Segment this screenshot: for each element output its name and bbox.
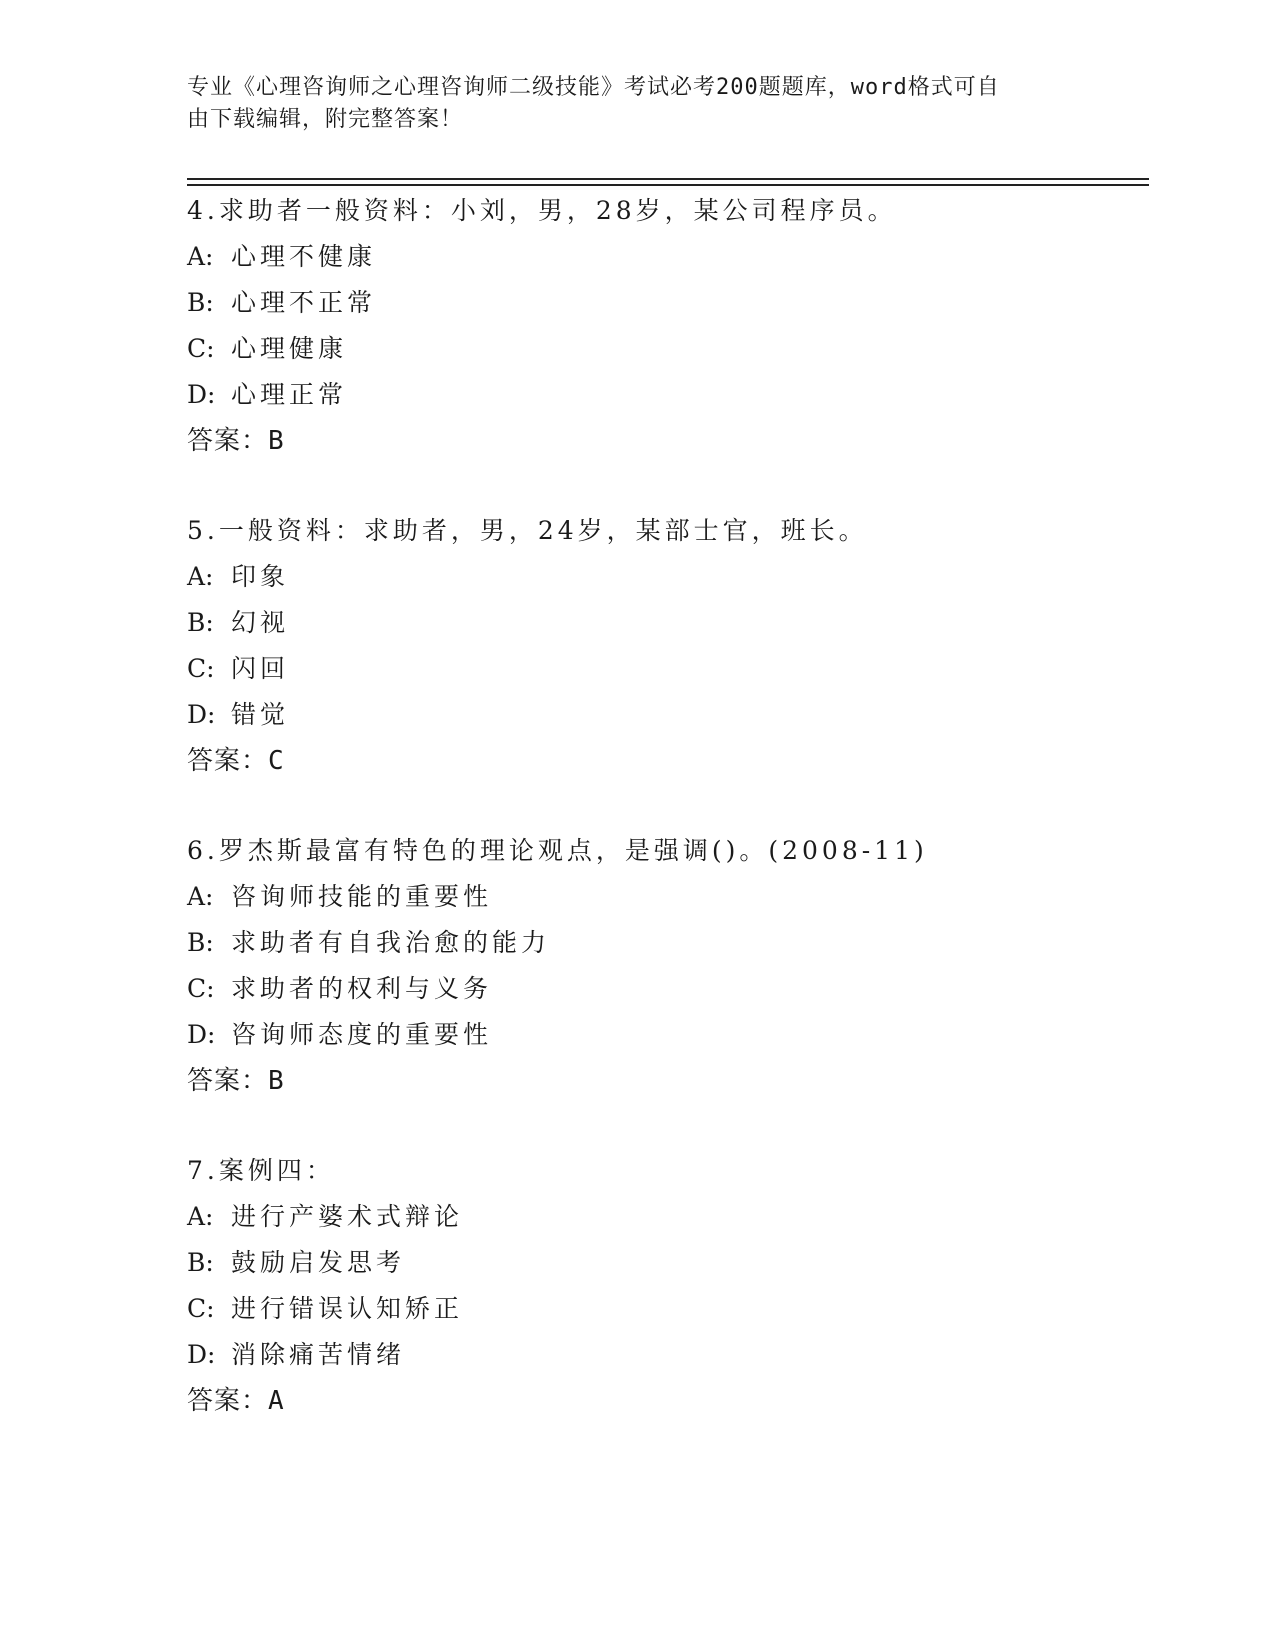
option-text: 闪回 xyxy=(231,654,290,683)
option-d xyxy=(187,1332,1147,1378)
question-block xyxy=(187,188,1147,464)
option-text: 进行错误认知矫正 xyxy=(231,1294,464,1323)
option-text: 求助者有自我治愈的能力 xyxy=(231,928,551,957)
option-b xyxy=(187,280,1147,326)
question-stem: 7.案例四： xyxy=(187,1156,335,1185)
option-c xyxy=(187,1286,1147,1332)
option-text: 印象 xyxy=(231,562,290,591)
header-divider-bottom xyxy=(187,184,1149,186)
question-block xyxy=(187,508,1147,784)
option-letter: D: xyxy=(187,1020,216,1049)
option-text: 心理不健康 xyxy=(231,242,377,271)
option-letter: D: xyxy=(187,380,216,409)
option-d xyxy=(187,372,1147,418)
question-block xyxy=(187,1148,1147,1424)
header-divider-top xyxy=(187,178,1149,180)
document-header xyxy=(187,72,1067,136)
option-letter: B: xyxy=(187,288,214,317)
question-stem: 6.罗杰斯最富有特色的理论观点，是强调()。(2008-11) xyxy=(187,836,928,865)
option-b xyxy=(187,600,1147,646)
option-letter: A: xyxy=(187,242,214,271)
option-text: 咨询师态度的重要性 xyxy=(231,1020,493,1049)
option-letter: C: xyxy=(187,1294,215,1323)
option-text: 错觉 xyxy=(231,700,290,729)
header-line-1: 专业《心理咨询师之心理咨询师二级技能》考试必考200题题库，word格式可自 xyxy=(187,75,1000,100)
option-d xyxy=(187,1012,1147,1058)
header-line-2: 由下载编辑，附完整答案！ xyxy=(187,107,464,132)
question-stem: 5.一般资料：求助者，男，24岁，某部士官，班长。 xyxy=(187,516,868,545)
option-text: 幻视 xyxy=(231,608,290,637)
answer-key: 答案：B xyxy=(187,1066,285,1096)
option-letter: C: xyxy=(187,654,215,683)
option-a xyxy=(187,234,1147,280)
question-stem: 4.求助者一般资料：小刘，男，28岁，某公司程序员。 xyxy=(187,196,897,225)
answer-key: 答案：A xyxy=(187,1386,285,1416)
option-text: 消除痛苦情绪 xyxy=(231,1340,406,1369)
option-text: 心理正常 xyxy=(231,380,348,409)
option-b xyxy=(187,1240,1147,1286)
option-text: 求助者的权利与义务 xyxy=(231,974,493,1003)
option-text: 进行产婆术式辩论 xyxy=(231,1202,464,1231)
option-a xyxy=(187,554,1147,600)
option-text: 咨询师技能的重要性 xyxy=(231,882,493,911)
option-letter: C: xyxy=(187,334,215,363)
option-letter: B: xyxy=(187,928,214,957)
option-text: 心理不正常 xyxy=(231,288,377,317)
option-text: 心理健康 xyxy=(231,334,348,363)
answer-key: 答案：B xyxy=(187,426,285,456)
answer-key: 答案：C xyxy=(187,746,285,776)
option-c xyxy=(187,646,1147,692)
option-c xyxy=(187,966,1147,1012)
option-letter: C: xyxy=(187,974,215,1003)
option-letter: B: xyxy=(187,608,214,637)
option-b xyxy=(187,920,1147,966)
option-c xyxy=(187,326,1147,372)
option-letter: A: xyxy=(187,1202,214,1231)
option-letter: A: xyxy=(187,882,214,911)
option-letter: D: xyxy=(187,700,216,729)
option-letter: D: xyxy=(187,1340,216,1369)
option-a xyxy=(187,874,1147,920)
option-letter: B: xyxy=(187,1248,214,1277)
question-block xyxy=(187,828,1147,1104)
option-letter: A: xyxy=(187,562,214,591)
option-a xyxy=(187,1194,1147,1240)
option-text: 鼓励启发思考 xyxy=(231,1248,406,1277)
option-d xyxy=(187,692,1147,738)
